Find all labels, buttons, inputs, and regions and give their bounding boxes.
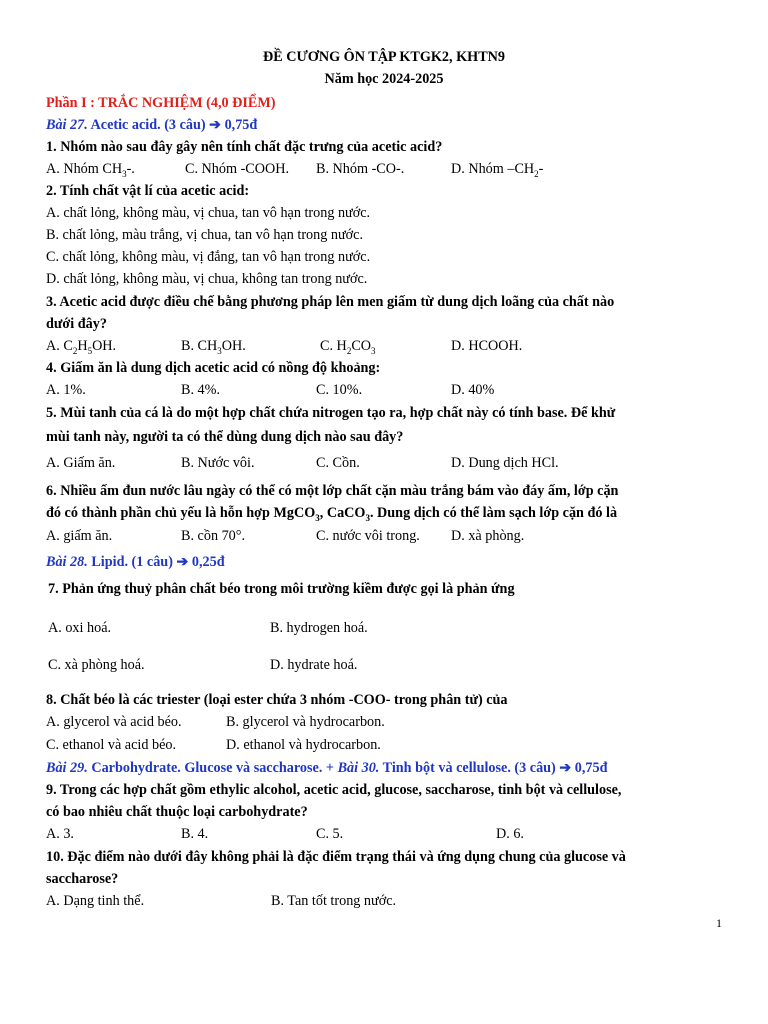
question-5-line-1: 5. Mùi tanh của cá là do một hợp chất chứa nitrogen tạo ra, hợp chất này có tính base. Để khử — [46, 405, 616, 421]
question-10-line-1: 10. Đặc điểm nào dưới đây không phải là đặc điểm trạng thái và ứng dụng chung của glucose và — [46, 849, 626, 865]
option-a: A. Nhóm $CH_3-$. — [46, 161, 135, 179]
option-d: D. xà phòng. — [451, 528, 525, 544]
option-c: C. 5. — [316, 826, 344, 842]
document-title: ĐỀ CƯƠNG ÔN TẬP KTGK2, KHTN9 — [263, 49, 505, 65]
option-b: B. chất lỏng, màu trắng, vị chua, tan vô hạn trong nước. — [46, 227, 363, 243]
section-label-2: Bài 30. — [337, 760, 380, 776]
option-d: D. ethanol và hydrocarbon. — [226, 737, 381, 753]
option-c: C. ethanol và acid béo. — [46, 737, 177, 753]
option-d: D. chất lỏng, không màu, vị chua, không tan trong nước. — [46, 271, 368, 287]
question-3-line-2: dưới đây? — [46, 316, 107, 332]
option-c: C. 10%. — [316, 382, 363, 398]
option-a: A. Giấm ăn. — [46, 455, 116, 471]
option-b: B. 4. — [181, 826, 209, 842]
option-b: B. Nhóm -CO-. — [316, 161, 405, 177]
option-a: A. glycerol và acid béo. — [46, 714, 182, 730]
option-b: B. 4%. — [181, 382, 221, 398]
option-c: C. Nhóm -COOH. — [185, 161, 290, 177]
question-9-line-2: có bao nhiêu chất thuộc loại carbohydrate? — [46, 804, 308, 820]
question-6-line-2: đó có thành phần chủ yếu là hỗn hợp MgCO$_3$, CaCO$_3$. Dung dịch có thể làm sạch lớp cặn đó là — [46, 505, 618, 523]
option-d: D. hydrate hoá. — [270, 657, 358, 673]
option-b: B. Nước vôi. — [181, 455, 255, 471]
option-d: D. 40% — [451, 382, 495, 398]
option-b: B. glycerol và hydrocarbon. — [226, 714, 385, 730]
option-c: C. xà phòng hoá. — [48, 657, 145, 673]
section-heading-27 — [46, 116, 728, 134]
option-b: B. hydrogen hoá. — [270, 620, 368, 636]
question-6-line-1: 6. Nhiều ấm đun nước lâu ngày có thể có một lớp chất cặn màu trắng bám vào đáy ấm, lớp cặn — [46, 483, 619, 499]
question-4: 4. Giấm ăn là dung dịch acetic acid có nồng độ khoảng: — [46, 360, 381, 376]
option-a: A. Dạng tinh thể. — [46, 893, 145, 909]
section-label: Bài 27. — [46, 117, 88, 133]
question-1: 1. Nhóm nào sau đây gây nên tính chất đặc trưng của acetic acid? — [46, 139, 443, 155]
question-9-line-1: 9. Trong các hợp chất gồm ethylic alcohol, acetic acid, glucose, saccharose, tinh bột và cellulose, — [46, 782, 622, 798]
option-b: B. cồn 70°. — [181, 528, 245, 544]
option-a: A. chất lỏng, không màu, vị chua, tan vô hạn trong nước. — [46, 205, 371, 221]
section-title: Carbohydrate. Glucose và saccharose. + — [87, 760, 338, 776]
section-heading-29-30 — [46, 759, 728, 777]
question-7: 7. Phản ứng thuỷ phân chất béo trong môi trường kiềm được gọi là phản ứng — [48, 581, 515, 597]
option-b: B. $CH_3OH$. — [181, 338, 246, 356]
option-a: A. oxi hoá. — [48, 620, 112, 636]
section-title-2: Tinh bột và cellulose. (3 câu) ➔ 0,75đ — [379, 760, 608, 776]
option-a: A. 1%. — [46, 382, 86, 398]
option-d: D. Dung dịch HCl. — [451, 455, 559, 471]
section-heading-28 — [46, 553, 728, 571]
option-c: C. nước vôi trong. — [316, 528, 420, 544]
section-title: Acetic acid. (3 câu) ➔ 0,75đ — [87, 117, 258, 133]
option-a: A. giấm ăn. — [46, 528, 113, 544]
option-c: C. Cồn. — [316, 455, 360, 471]
question-3-line-1: 3. Acetic acid được điều chế bằng phương pháp lên men giấm từ dung dịch loãng của chất nào — [46, 294, 615, 310]
option-d: D. HCOOH. — [451, 338, 523, 354]
option-d: D. Nhóm $-CH_2-$ — [451, 161, 544, 179]
option-a: A. $C_2H_5OH$. — [46, 338, 117, 356]
option-b: B. Tan tốt trong nước. — [271, 893, 397, 909]
question-5-line-2: mùi tanh này, người ta có thể dùng dung dịch nào sau đây? — [46, 429, 404, 445]
part-heading: Phần I : TRẮC NGHIỆM (4,0 ĐIỂM) — [46, 95, 276, 111]
section-label: Bài 29. — [46, 760, 88, 776]
page-number: 1 — [716, 916, 722, 930]
option-c: C. chất lỏng, không màu, vị đắng, tan vô hạn trong nước. — [46, 249, 371, 265]
document-subtitle: Năm học 2024-2025 — [324, 71, 444, 87]
option-c: C. $H_2CO_3$ — [320, 338, 376, 356]
option-a: A. 3. — [46, 826, 74, 842]
question-10-line-2: saccharose? — [46, 871, 119, 887]
question-8: 8. Chất béo là các triester (loại ester chứa 3 nhóm -COO- trong phân tử) của — [46, 692, 508, 708]
option-d: D. 6. — [496, 826, 524, 842]
section-title: Lipid. (1 câu) ➔ 0,25đ — [87, 554, 225, 570]
question-2: 2. Tính chất vật lí của acetic acid: — [46, 183, 250, 199]
section-label: Bài 28. — [46, 554, 88, 570]
